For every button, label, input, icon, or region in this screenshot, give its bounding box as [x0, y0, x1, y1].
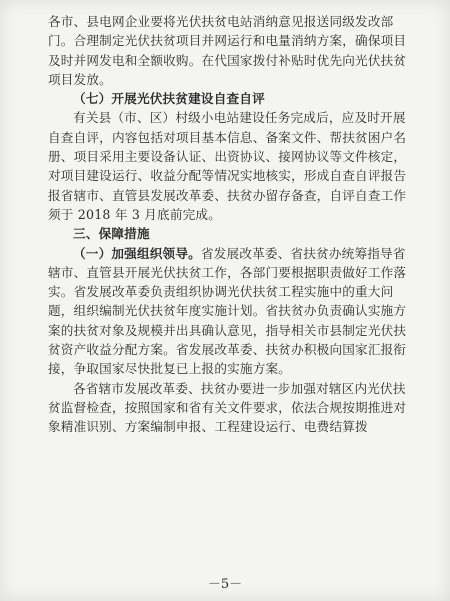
- heading-safeguard-measures: 三、保障措施: [73, 226, 150, 242]
- subheading-organization-leadership: （一）加强组织领导。: [73, 245, 201, 261]
- paragraph-supervision: 各省辖市发展改革委、扶贫办要进一步加强对辖区内光伏扶贫监督检查，按照国家和省有关文件要求，依法合规按期推进对象精准识别、方案编制申报、工程建设运行、电费结算拨: [48, 380, 407, 435]
- heading-self-assessment: （七）开展光伏扶贫建设自查自评: [73, 91, 265, 107]
- paragraph-grid-consumption: 各市、县电网企业要将光伏扶贫电站消纳意见报送同级发改部门。合理制定光伏扶贫项目并网运行和电量消纳方案，确保项目及时并网发电和全额收购。在代国家拨付补贴时优先向光伏扶贫项目发放。: [48, 14, 407, 87]
- page-number: －5－: [207, 577, 243, 592]
- document-body: [48, 12, 410, 437]
- paragraph-organization-leadership: [48, 244, 410, 379]
- paragraph-self-assessment: 有关县（市、区）村级小电站建设任务完成后，应及时开展自查自评，内容包括对项目基本信息、备案文件、帮扶贫困户名册、项目采用主要设备认证、出资协议、接网协议等文件核定，对项目建设运行、收益分配等情况实地核实，形成自查自评报告报省辖市、直管县发展改革委、扶贫办留存备查，自评自查工作须于 2018 年 3 月底前完成。: [48, 110, 407, 222]
- paragraph-organization-leadership-text: 省发展改革委、省扶贫办统筹指导省辖市、直管县开展光伏扶贫工作，各部门要根据职责做好工作落实。省发展改革委负责组织协调光伏扶贫工程实施中的重大问题，组织编制光伏扶贫年度实施计划。省扶贫办负责确认实施方案的扶贫对象及规模并出具确认意见，指导相关市县制定光伏扶贫资产收益分配方案。省发展改革委、扶贫办积极向国家汇报衔接，争取国家尽快批复已上报的实施方案。: [48, 245, 407, 377]
